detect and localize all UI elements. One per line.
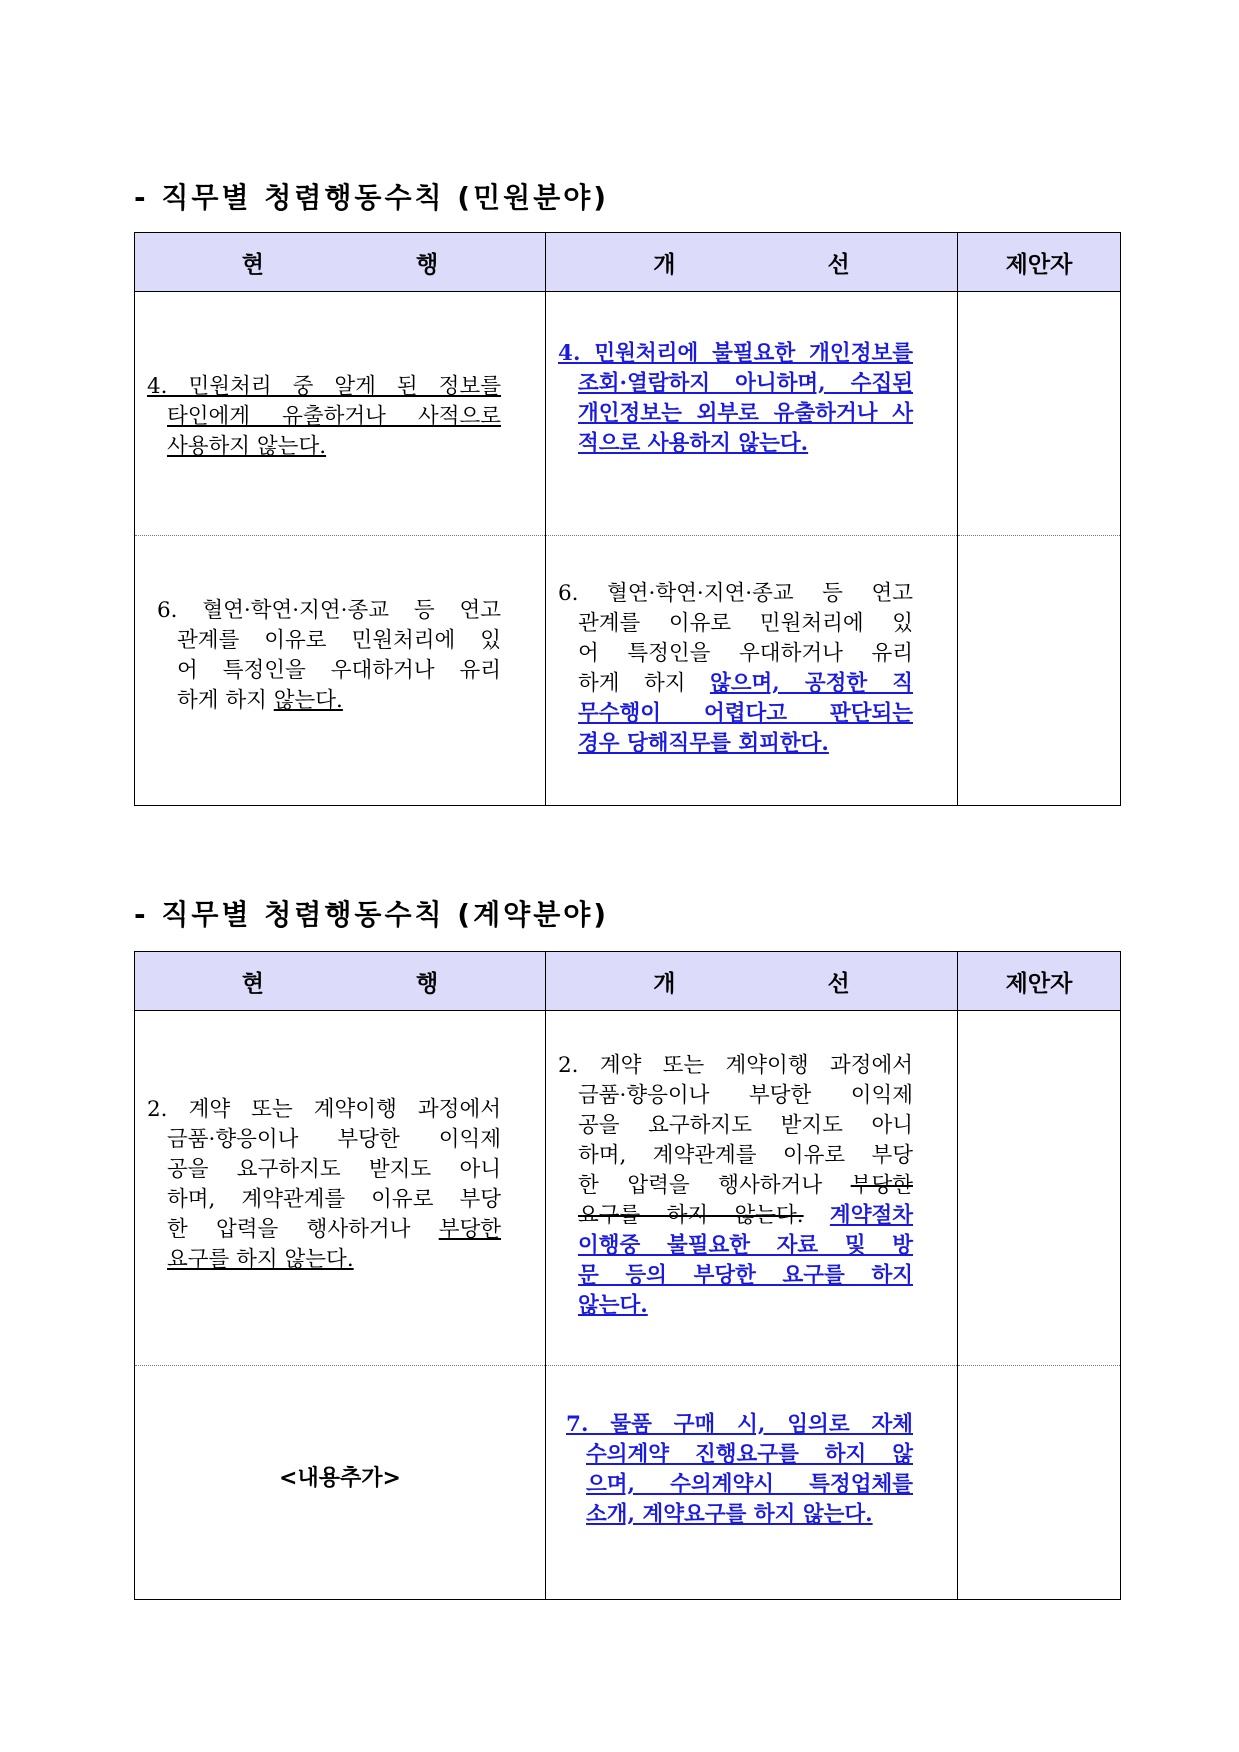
current-line: 사용하지 않는다.: [167, 433, 327, 459]
table-row: [135, 1366, 1121, 1600]
improved-cell: [546, 536, 958, 806]
current-line: 하며, 계약관계를 이유로 부당: [167, 1187, 501, 1212]
section2-header-row: [135, 952, 1121, 1011]
current-line: 6. 혈연·학연·지연·종교 등 연고: [157, 597, 501, 623]
header-improved: 개 선: [546, 233, 958, 292]
added-text: 계약절차: [829, 1203, 913, 1228]
improved-line: 문 등의 부당한 요구를 하지: [578, 1263, 913, 1288]
improved-line: 관계를 이유로 민원처리에 있: [578, 610, 913, 636]
underlined-text: 않는다.: [273, 687, 343, 713]
table-row: [135, 292, 1121, 536]
improved-line: [558, 1201, 913, 1231]
improved-line: 조회·열람하지 아니하며, 수집된: [578, 370, 913, 396]
improved-line: 개인정보는 외부로 유출하거나 사: [578, 400, 913, 426]
struck-text: 요구를 하지 않는다.: [578, 1203, 804, 1228]
improved-line: [558, 669, 913, 699]
improved-cell: [546, 1366, 958, 1600]
section1-table: [134, 232, 1121, 806]
current-cell: [135, 536, 546, 806]
current-line: 요구를 하지 않는다.: [167, 1247, 354, 1272]
section1-header-row: [135, 233, 1121, 292]
improved-line: [558, 1171, 913, 1201]
improved-cell: [546, 1011, 958, 1366]
improved-line: 으며, 수의계약시 특정업체를: [586, 1471, 913, 1497]
improved-line: 않는다.: [578, 1293, 648, 1318]
header-proposer: 제안자: [958, 952, 1121, 1011]
improved-line: 4. 민원처리에 불필요한 개인정보를: [558, 340, 913, 366]
struck-text: 부당한: [850, 1173, 913, 1198]
section1-heading: - 직무별 청렴행동수칙 (민원분야): [134, 181, 610, 214]
header-improved: 개 선: [546, 952, 958, 1011]
improved-line: 소개, 계약요구를 하지 않는다.: [586, 1501, 873, 1527]
header-current: 현 행: [135, 952, 546, 1011]
section2-heading: - 직무별 청렴행동수칙 (계약분야): [134, 898, 610, 931]
header-proposer: 제안자: [958, 233, 1121, 292]
current-line: [157, 686, 501, 716]
improved-line: 적으로 사용하지 않는다.: [578, 430, 809, 456]
improved-line: 수의계약 진행요구를 하지 않: [586, 1441, 913, 1467]
added-text: 않으며, 공정한 직: [709, 670, 913, 696]
current-cell: [135, 1011, 546, 1366]
plain-text: 하게 하지: [578, 670, 710, 696]
table-row: [135, 536, 1121, 806]
improved-line: 공을 요구하지도 받지도 아니: [578, 1113, 913, 1138]
section2-table: [134, 951, 1121, 1600]
current-line: 4. 민원처리 중 알게 된 정보를: [147, 373, 501, 399]
proposer-cell: [958, 536, 1121, 806]
improved-line: 하며, 계약관계를 이유로 부당: [578, 1143, 913, 1168]
current-line: 금품·향응이나 부당한 이익제: [167, 1127, 501, 1152]
current-line-text: 한 압력을 행사하거나: [167, 1217, 439, 1242]
underlined-text: 부당한: [438, 1217, 501, 1242]
improved-line: 7. 물품 구매 시, 임의로 자체: [566, 1411, 913, 1437]
current-cell: [135, 292, 546, 536]
improved-line: 6. 혈연·학연·지연·종교 등 연고: [558, 580, 913, 606]
improved-line: 어 특정인을 우대하거나 유리: [578, 640, 913, 666]
improved-line: 무수행이 어렵다고 판단되는: [578, 700, 913, 726]
current-line: 공을 요구하지도 받지도 아니: [167, 1157, 501, 1182]
improved-line: 이행중 불필요한 자료 및 방: [578, 1233, 913, 1258]
current-line: 어 특정인을 우대하거나 유리: [177, 657, 501, 683]
current-cell: [135, 1366, 546, 1600]
current-line: 타인에게 유출하거나 사적으로: [167, 403, 501, 429]
improved-cell: [546, 292, 958, 536]
proposer-cell: [958, 1011, 1121, 1366]
current-line-text: 하게 하지: [177, 687, 274, 713]
plain-text: 한 압력을 행사하거나: [578, 1173, 851, 1198]
improved-line: 경우 당해직무를 회피한다.: [578, 730, 829, 756]
table-row: [135, 1011, 1121, 1366]
improved-line: 2. 계약 또는 계약이행 과정에서: [558, 1053, 913, 1078]
current-line: 2. 계약 또는 계약이행 과정에서: [147, 1097, 501, 1122]
improved-line: 금품·향응이나 부당한 이익제: [578, 1083, 913, 1108]
header-current: 현 행: [135, 233, 546, 292]
proposer-cell: [958, 1366, 1121, 1600]
content-added-note: <내용추가>: [279, 1466, 401, 1491]
current-line: 관계를 이유로 민원처리에 있: [177, 627, 501, 653]
current-line: [147, 1215, 501, 1245]
proposer-cell: [958, 292, 1121, 536]
